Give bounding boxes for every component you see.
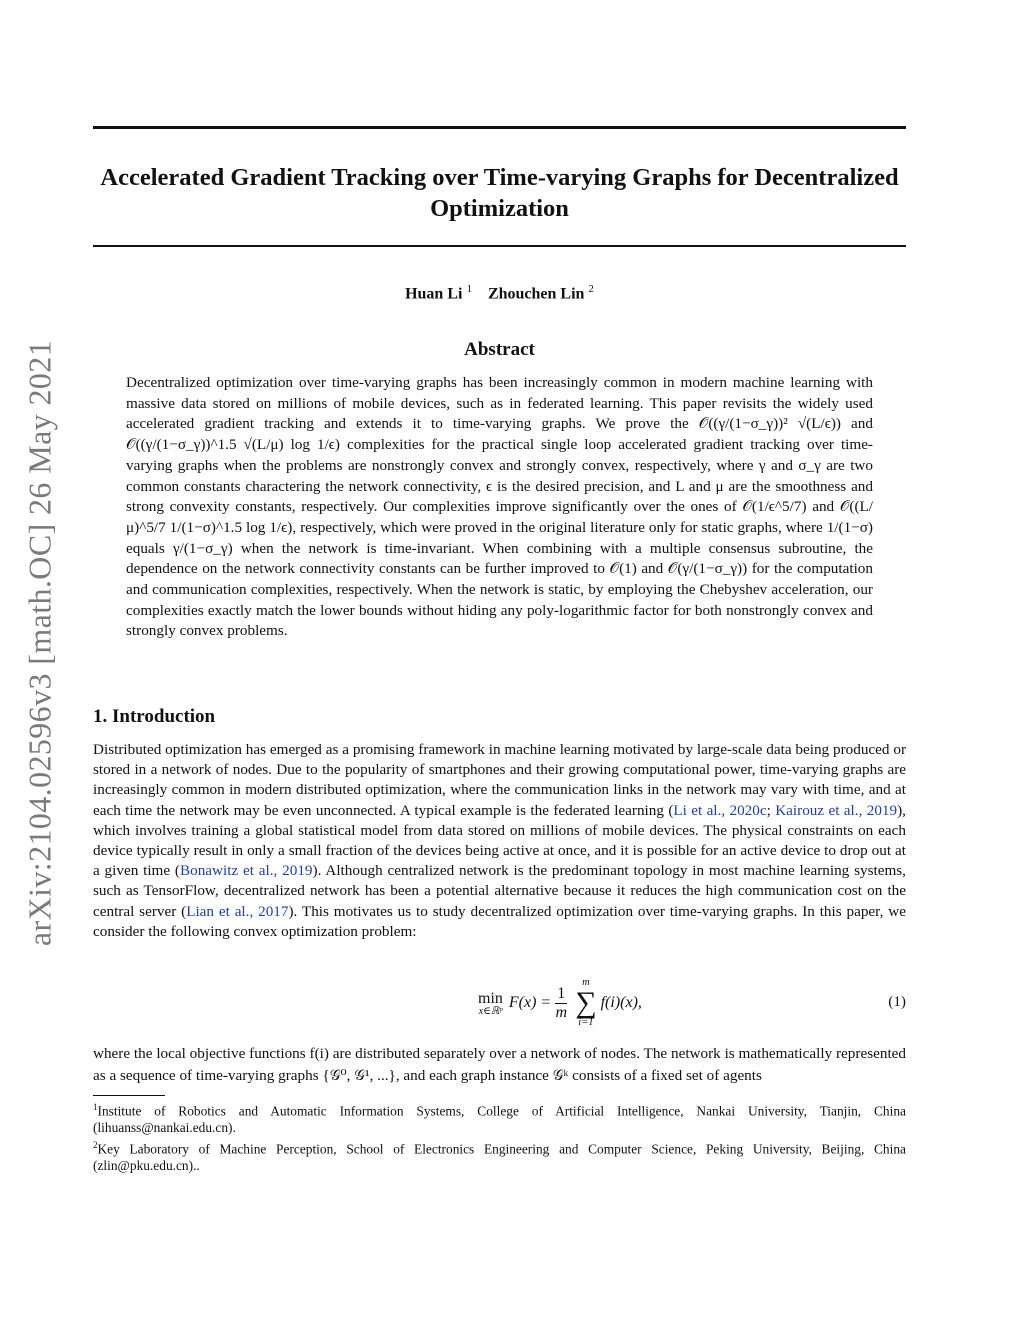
sum-lower-limit: i=1 <box>578 1017 594 1028</box>
title-bottom-rule <box>93 245 906 247</box>
intro-text: ). Although centralized network is the predominant topology in most machine learning systems, such as TensorFlow, decentralized network has been a potential alternative because it reduces the high communication cost on the central server ( <box>93 862 906 920</box>
intro-text: ), which involves training a global statistical model from data stored on millions of mobile devices. The physical constraints on each device typically result in only a small fraction of the devices being active at once, and it is possible for an active device to drop out at a given time ( <box>93 801 906 880</box>
introduction-continuation <box>93 1043 906 1087</box>
equation-fraction <box>555 985 567 1022</box>
title-top-rule <box>93 126 906 129</box>
min-operator <box>478 990 503 1017</box>
intro-text: Distributed optimization has emerged as a promising framework in machine learning motivated by large-scale data being produced or stored in a network of nodes. Due to the popularity of smartphones and their growing computational power, time-varying graphs are increasingly common in modern distributed optimization, where the communication links in the network may vary with time, and at each time the network may be even unconnected. A typical example is the federated learning ( <box>93 741 906 819</box>
fraction-denominator: m <box>555 1003 567 1021</box>
citation-link[interactable]: Lian et al., 2017 <box>186 902 289 920</box>
footnote-text: Key Laboratory of Machine Perception, School of Electronics Engineering and Computer Science, Peking University, Beijing, China (zlin@pku.edu.cn).. <box>93 1141 906 1173</box>
intro-text: ). This motivates us to study decentralized optimization over time-varying graphs. In this paper, we consider the following convex optimization problem: <box>93 902 906 940</box>
intro-text: ; <box>766 801 776 819</box>
equation-number: (1) <box>888 993 906 1010</box>
abstract-heading: Abstract <box>464 339 535 360</box>
footnote-mark: 2 <box>93 1139 98 1150</box>
author-affiliation-mark: 1 <box>466 283 472 295</box>
arxiv-sidebar-stamp <box>15 325 65 960</box>
author-list <box>93 283 906 303</box>
sum-upper-limit: m <box>582 977 590 988</box>
equation-body <box>478 976 642 1030</box>
author-affiliation-mark: 2 <box>588 283 594 295</box>
abstract-paragraph: Decentralized optimization over time-varying graphs has been increasingly common in modern machine learning with massive data stored on millions of mobile devices, such as in federated learning. This paper revisits the widely used accelerated gradient tracking and extends it to time-varying graphs. We prove the 𝒪((γ/(1−σ_γ))² √(L/ϵ)) and 𝒪((γ/(1−σ_γ))^1.5 √(L/μ) log 1/ϵ) complexities for the practical single loop accelerated gradient tracking over time-varying graphs when the problems are nonstrongly convex and strongly convex, respectively, where γ and σ_γ are two common constants charactering the network connectivity, ϵ is the desired precision, and L and μ are the smoothness and strong convexity constants, respectively. Our complexities improve significantly over the ones of 𝒪(1/ϵ^5/7) and 𝒪((L/μ)^5/7 1/(1−σ)^1.5 log 1/ϵ), respectively, which were proved in the original literature only for static graphs, where 1/(1−σ) equals γ/(1−σ_γ) when the network is time-invariant. When combining with a multiple consensus subroutine, the dependence on the network connectivity constants can be further improved to 𝒪(1) and 𝒪(γ/(1−σ_γ)) for the computation and communication complexities, respectively. When the network is static, by employing the Chebyshev acceleration, our complexities exactly match the lower bounds without hiding any poly-logarithmic factor for both nonstrongly convex and strongly convex problems. <box>126 374 873 640</box>
paper-title: Accelerated Gradient Tracking over Time-varying Graphs for Decentralized Optimization <box>100 164 899 222</box>
fraction-numerator: 1 <box>557 984 566 1002</box>
footnotes <box>93 1099 906 1174</box>
equation-lhs: F(x) = <box>508 994 552 1011</box>
section-heading-introduction: 1. Introduction <box>93 706 216 727</box>
min-subscript: x∈ℝᵖ <box>478 1005 503 1017</box>
sum-sign: ∑ <box>575 986 597 1019</box>
author-name: Zhouchen Lin <box>487 285 585 303</box>
intro-paragraph-2: where the local objective functions f(i) are distributed separately over a network of nodes. The network is mathematically represented as a sequence of time-varying graphs {𝒢⁰, 𝒢¹, ...}, and each graph instance 𝒢ᵏ consists of a fixed set of agents <box>93 1045 906 1084</box>
summation <box>575 977 596 1029</box>
equation-1 <box>93 976 906 1030</box>
footnote-text: Institute of Robotics and Automatic Information Systems, College of Artificial Intelligence, Nankai University, Tianjin, China (lihuanss@nankai.edu.cn). <box>93 1103 906 1136</box>
footnote-2 <box>93 1137 906 1175</box>
footnote-mark: 1 <box>93 1102 98 1112</box>
introduction-paragraph <box>93 740 906 942</box>
footnote-rule <box>93 1095 165 1096</box>
citation-link[interactable]: Li et al., 2020c <box>673 801 767 819</box>
author-name: Huan Li <box>405 285 463 303</box>
min-label: min <box>478 989 503 1007</box>
citation-link[interactable]: Bonawitz et al., 2019 <box>179 862 313 880</box>
equation-rhs: f(i)(x), <box>600 994 642 1011</box>
footnote-1 <box>93 1099 906 1137</box>
abstract-body <box>126 373 873 642</box>
citation-link[interactable]: Kairouz et al., 2019 <box>775 801 898 819</box>
arxiv-identifier: arXiv:2104.02596v3 [math.OC] 26 May 2021 <box>21 339 58 946</box>
